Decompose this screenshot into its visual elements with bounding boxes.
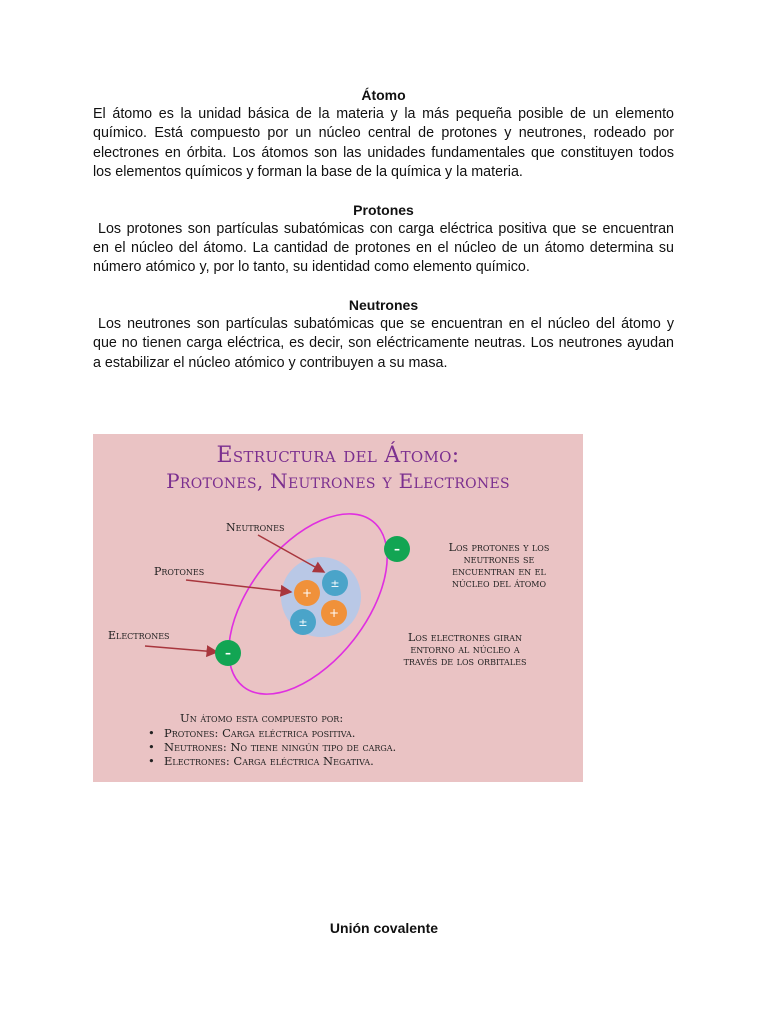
summary-list	[148, 726, 548, 768]
figure-title-line1: Estructura del Átomo:	[216, 443, 460, 468]
arrow-electrones	[145, 646, 217, 652]
list-item	[148, 754, 548, 768]
section-text-neutrones: Los neutrones son partículas subatómicas que se encuentran en el núcleo del átomo y que no tienen carga eléctrica, es decir, son eléctricamente neutras. Los neutrones ayudan a estabilizar el núcleo atómico y contribuyen a su masa.	[93, 315, 674, 371]
bullet-icon: •	[148, 726, 155, 740]
summary-item-protones: Protones: Carga eléctrica positiva.	[164, 726, 356, 740]
section-title-protones: Protones	[353, 201, 414, 218]
section-text-protones: Los protones son partículas subatómicas con carga eléctrica positiva que se encuentran en el núcleo del átomo. La cantidad de protones en el núcleo de un átomo determina su número atómico y, por lo tanto, su identidad como elemento químico.	[93, 220, 674, 276]
section-title-neutrones: Neutrones	[348, 296, 419, 313]
label-electrones: Electrones	[108, 629, 170, 642]
figure-title-line2: Protones, Neutrones y Electrones	[166, 469, 510, 493]
label-neutrones: Neutrones	[226, 521, 285, 534]
summary-item-neutrones: Neutrones: No tiene ningún tipo de carga.	[164, 740, 397, 754]
arrow-neutrones	[258, 535, 324, 572]
section-title-union-covalente: Unión covalente	[329, 920, 439, 936]
arrow-protones	[186, 580, 291, 592]
summary-title: Un átomo esta compuesto por:	[180, 711, 344, 725]
section-title-atomo: Átomo	[361, 87, 406, 103]
note-orbit: Los electrones giran entorno al núcleo a través de los orbitales	[403, 631, 527, 668]
neutron-symbol-bottom: ±	[298, 616, 308, 629]
electron-symbol-bottom: –	[225, 646, 231, 660]
list-item	[148, 726, 548, 740]
neutron-symbol-top: ±	[330, 577, 340, 590]
composition-summary	[148, 711, 548, 768]
list-item	[148, 740, 548, 754]
atom-structure-figure	[93, 434, 583, 782]
label-protones: Protones	[154, 565, 205, 578]
proton-symbol-left: +	[301, 586, 313, 600]
bullet-icon: •	[148, 754, 155, 768]
document-body	[93, 86, 674, 391]
electron-symbol-top: –	[394, 542, 400, 556]
proton-symbol-right: +	[328, 606, 340, 620]
bullet-icon: •	[148, 740, 155, 754]
note-nucleus: Los protones y los neutrones se encuentran en el núcleo del átomo	[448, 541, 550, 590]
summary-item-electrones: Electrones: Carga eléctrica Negativa.	[164, 754, 374, 768]
section-text-atomo: El átomo es la unidad básica de la materia y la más pequeña posible de un elemento químico. Está compuesto por un núcleo central de protones y neutrones, rodeado por electrones en órbita. Los átomos son las unidades fundamentales que constituyen todos los elementos químicos y forman la base de la química y la materia.	[93, 106, 674, 181]
